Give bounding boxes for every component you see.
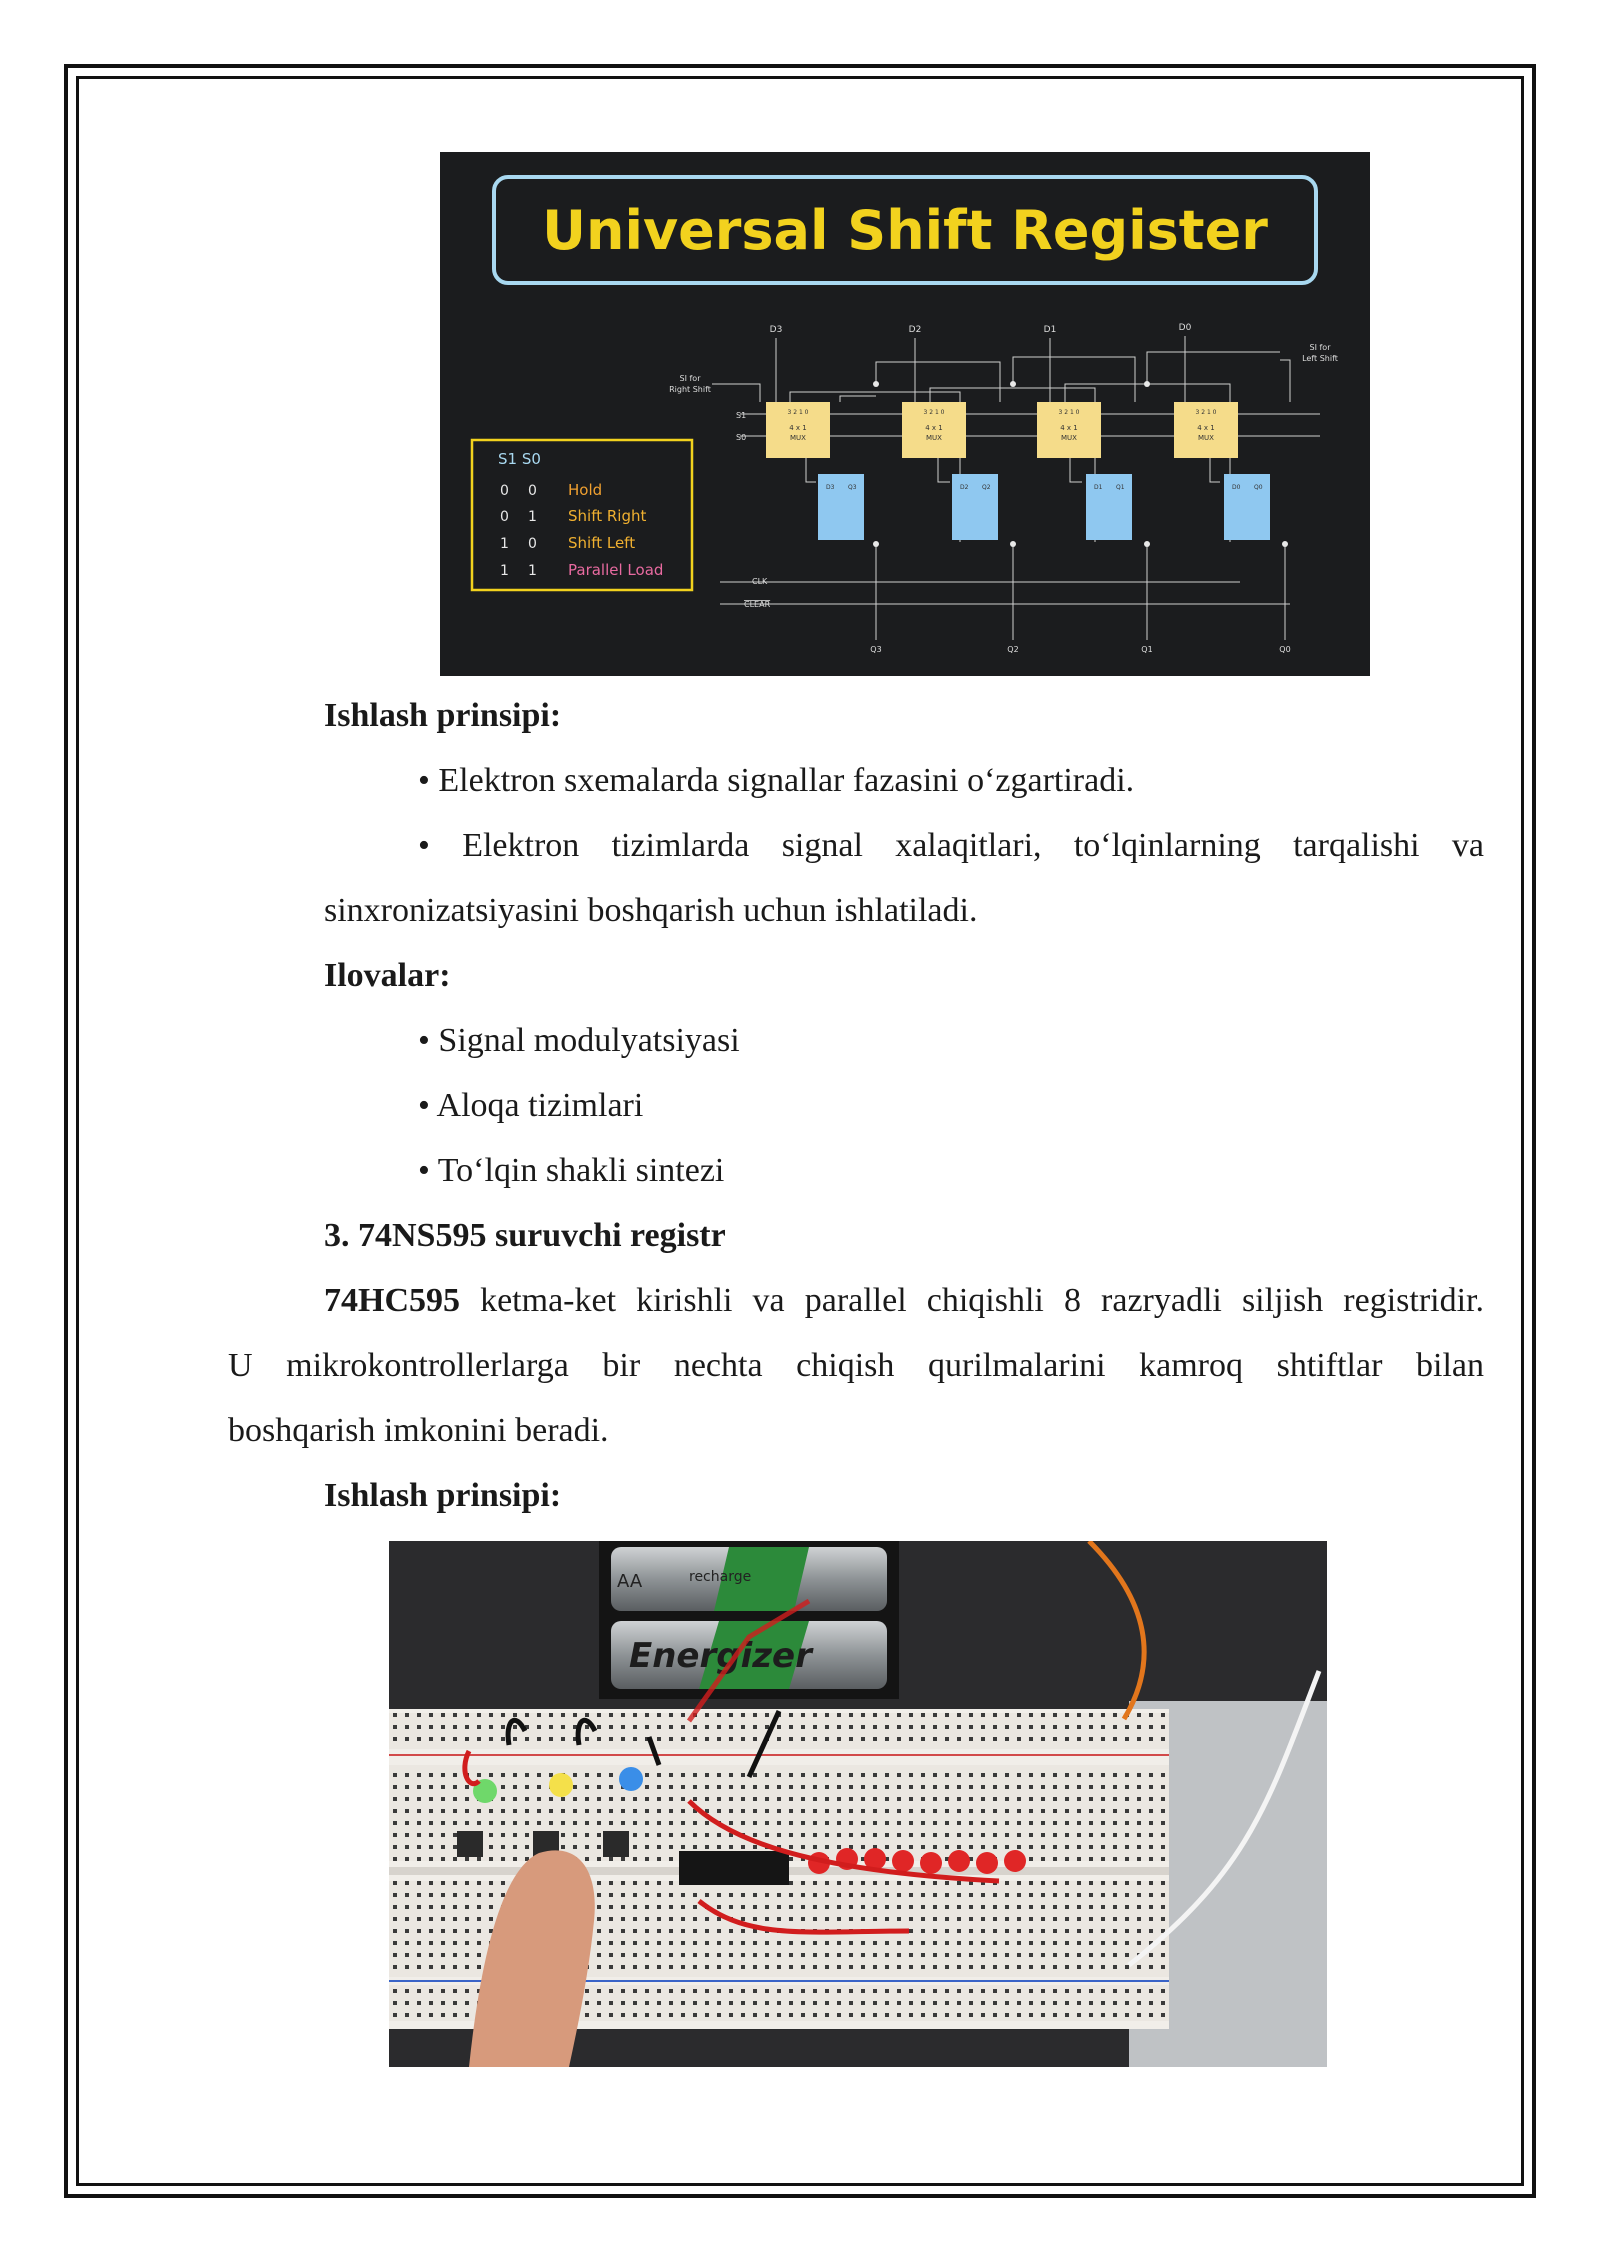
select-s0: S0: [736, 433, 747, 442]
mode-shift-left: Shift Left: [568, 534, 636, 552]
output-q2: Q2: [1007, 645, 1019, 654]
select-s1: S1: [736, 411, 747, 420]
svg-text:D1: D1: [1094, 484, 1103, 491]
bullet-phase: • Elektron sxemalarda signallar fazasini o‘zgartiradi.: [418, 762, 1135, 799]
input-d1: D1: [1043, 325, 1057, 335]
svg-text:D3: D3: [826, 484, 835, 491]
output-q1: Q1: [1141, 645, 1153, 654]
svg-text:3 2 1 0: 3 2 1 0: [1058, 409, 1080, 416]
si-left-label-2: Left Shift: [1302, 354, 1338, 363]
battery-label: recharge: [689, 1569, 752, 1585]
svg-text:MUX: MUX: [1198, 434, 1214, 442]
heading-74ns595: 3. 74NS595 suruvchi registr: [324, 1217, 726, 1254]
heading-ishlash-prinsipi: Ishlash prinsipi:: [324, 697, 562, 734]
si-right-label-1: SI for: [679, 374, 701, 383]
svg-text:4 x 1: 4 x 1: [925, 424, 943, 432]
output-q3: Q3: [870, 645, 882, 654]
svg-text:Q0: Q0: [1254, 484, 1263, 491]
svg-text:3 2 1 0: 3 2 1 0: [787, 409, 809, 416]
svg-text:MUX: MUX: [926, 434, 942, 442]
flip-flop-2: [952, 474, 998, 540]
svg-text:D2: D2: [960, 484, 969, 491]
table-header: S1 S0: [498, 450, 541, 468]
breadboard-photo: [389, 1541, 1327, 2067]
mode-table: [472, 440, 692, 590]
svg-text:MUX: MUX: [1061, 434, 1077, 442]
svg-text:Q2: Q2: [982, 484, 991, 491]
svg-text:3 2 1 0: 3 2 1 0: [923, 409, 945, 416]
mux-block-2: [902, 402, 966, 458]
input-d3: D3: [769, 325, 783, 335]
battery-brand: Energizer: [629, 1636, 812, 1676]
svg-text:4 x 1: 4 x 1: [1060, 424, 1078, 432]
input-d2: D2: [908, 325, 922, 335]
para-line1: [324, 1281, 1484, 1321]
svg-text:1: 1: [500, 563, 509, 579]
mode-shift-right: Shift Right: [568, 507, 647, 525]
svg-text:1: 1: [500, 536, 509, 552]
svg-text:0: 0: [500, 509, 509, 525]
clear-label: CLEAR: [744, 600, 771, 609]
svg-text:4 x 1: 4 x 1: [1197, 424, 1215, 432]
svg-text:3 2 1 0: 3 2 1 0: [1195, 409, 1217, 416]
svg-text:D0: D0: [1232, 484, 1241, 491]
svg-text:4 x 1: 4 x 1: [789, 424, 807, 432]
list-item-waveform: • To‘lqin shakli sintezi: [418, 1152, 725, 1189]
svg-text:MUX: MUX: [790, 434, 806, 442]
mux-block-0: [1174, 402, 1238, 458]
mux-block-1: [1037, 402, 1101, 458]
svg-text:0: 0: [528, 483, 537, 499]
heading-ishlash-prinsipi-2: Ishlash prinsipi:: [324, 1477, 562, 1514]
para-line1-rest: ketma-ket kirishli va parallel chiqishli 8 razryadli siljish registridir.: [460, 1282, 1484, 1319]
bullet-signal-line1: • Elektron tizimlarda signal xalaqitlari, to‘lqinlarning tarqalishi va: [418, 827, 1484, 864]
mux-block-3: [766, 402, 830, 458]
input-d0: D0: [1178, 323, 1192, 333]
battery-holder: [599, 1541, 899, 1699]
si-left-label-1: SI for: [1309, 343, 1331, 352]
svg-text:1: 1: [528, 509, 537, 525]
flip-flop-0: [1224, 474, 1270, 540]
universal-shift-register-figure: [440, 152, 1370, 676]
flip-flop-1: [1086, 474, 1132, 540]
svg-text:Q3: Q3: [848, 484, 857, 491]
svg-text:1: 1: [528, 563, 537, 579]
term-74hc595: 74HC595: [324, 1282, 460, 1319]
breadboard-illustration: [389, 1541, 1327, 2067]
ic-74hc595: [679, 1851, 789, 1885]
para-line3: boshqarish imkonini beradi.: [228, 1412, 609, 1449]
bullet-signal-line2: sinxronizatsiyasini boshqarish uchun ishlatiladi.: [324, 892, 978, 929]
battery-size: AA: [617, 1571, 643, 1592]
svg-text:Q1: Q1: [1116, 484, 1125, 491]
shift-register-diagram: [440, 152, 1370, 676]
mode-hold: Hold: [568, 481, 603, 499]
clk-label: CLK: [752, 577, 768, 586]
si-right-label-2: Right Shift: [669, 385, 711, 394]
svg-text:0: 0: [500, 483, 509, 499]
heading-ilovalar: Ilovalar:: [324, 957, 451, 994]
list-item-modulation: • Signal modulyatsiyasi: [418, 1022, 740, 1059]
output-q0: Q0: [1279, 645, 1291, 654]
flip-flop-3: [818, 474, 864, 540]
diagram-title: Universal Shift Register: [542, 199, 1268, 262]
mode-parallel-load: Parallel Load: [568, 561, 664, 579]
svg-text:0: 0: [528, 536, 537, 552]
list-item-communication: • Aloqa tizimlari: [418, 1087, 644, 1124]
para-line2: U mikrokontrollerlarga bir nechta chiqish qurilmalarini kamroq shtiftlar bilan: [228, 1347, 1484, 1384]
